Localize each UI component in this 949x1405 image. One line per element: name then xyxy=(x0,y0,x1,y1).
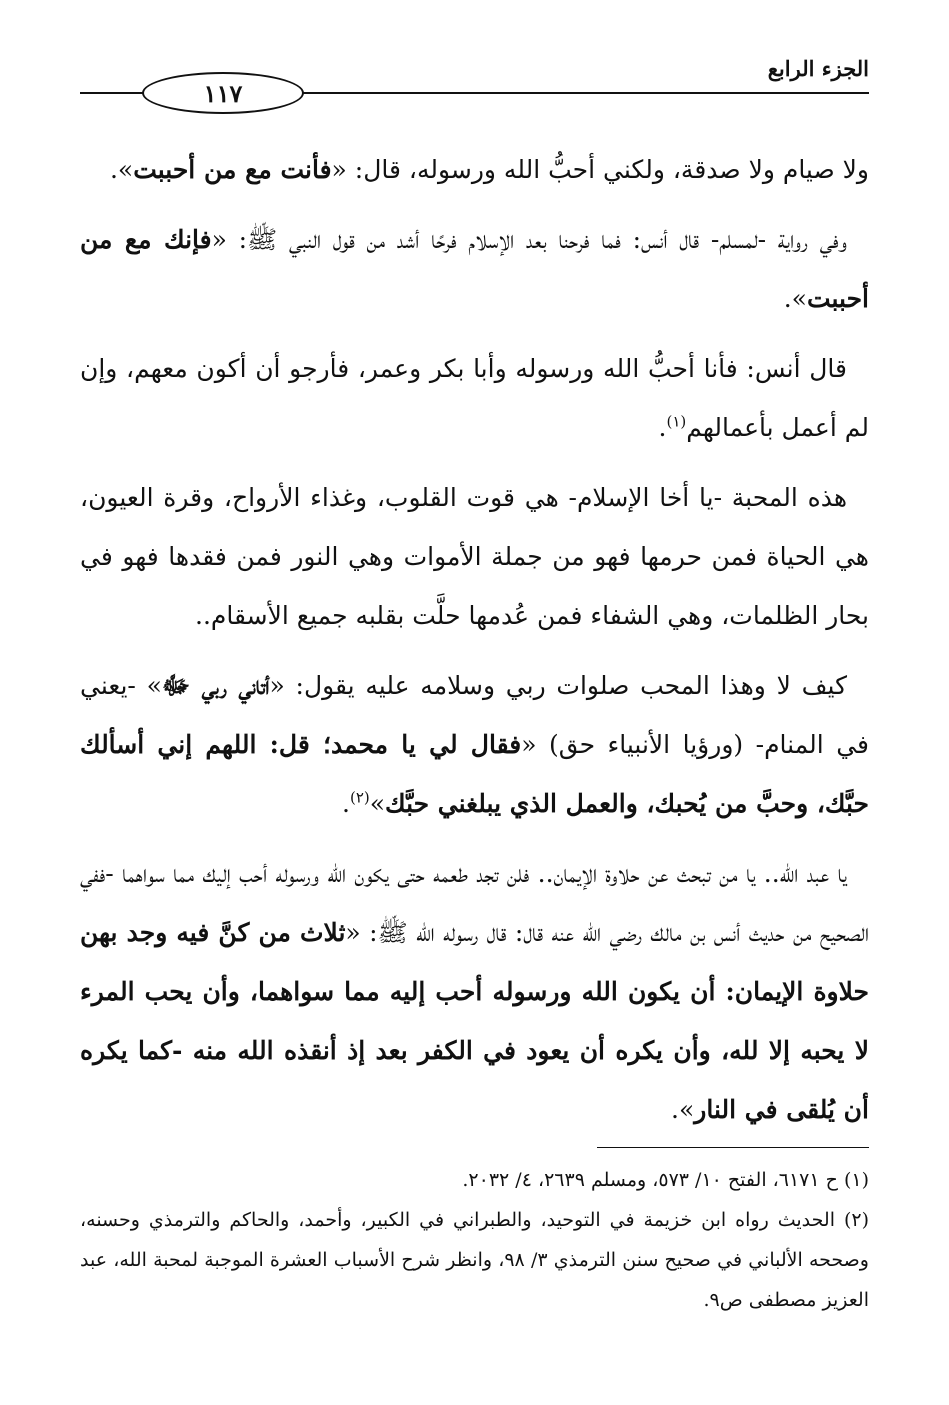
paragraph-text: ». xyxy=(109,155,134,184)
paragraph-text: قال أنس: فأنا أحبُّ الله ورسوله وأبا بكر وعمر، فأرجو أن أكون معهم، وإن لم أعمل بأعمالهم xyxy=(80,354,869,442)
paragraph-text: » -يعني في المنام- (ورؤيا الأنبياء حق) « xyxy=(80,671,870,759)
paragraph-2 xyxy=(80,210,869,328)
paragraph-text: وفي رواية -لمسلم- قال أنس: فما فرحنا بعد الإسلام فرحًا أشد من قول النبي ﷺ: « xyxy=(211,225,847,254)
hadith-quote: فقال لي يا محمد؛ قل: اللهم إني أسألك حبَّك، وحبَّ من يُحبك، والعمل الذي يبلغني حبَّك xyxy=(80,730,869,818)
paragraph-text: ». xyxy=(671,1095,695,1124)
paragraph-text: يا عبد الله.. يا من تبحث عن حلاوة الإيمان.. فلن تجد طعمه حتى يكون الله ورسوله أحب إليك مما سواهما -ففي الصحيح من حديث أنس بن مالك رضي الله عنه قال: قال رسوله الله ﷺ: « xyxy=(80,859,869,947)
hadith-quote: ثلاث من كنَّ فيه وجد بهن حلاوة الإيمان: أن يكون الله ورسوله أحب إليه مما سواهما، وأن يحب المرء لا يحبه إلا لله، وأن يكره أن يعود في الكفر بعد إذ أنقذه الله منه -كما يكره أن يُلقى في النار xyxy=(80,918,869,1124)
chapter-title: الجزء الرابع xyxy=(767,56,869,81)
page-number: ١١٧ xyxy=(203,78,243,108)
paragraph-1 xyxy=(80,140,869,199)
paragraph-6 xyxy=(80,844,869,1139)
footnote-ref-2: (٢) xyxy=(349,788,370,807)
paragraph-text: . xyxy=(342,789,350,818)
paragraph-3 xyxy=(80,339,869,457)
hadith-quote: فإنك مع من أحببت xyxy=(80,225,869,313)
paragraph-4 xyxy=(80,468,869,645)
paragraph-text: هذه المحبة -يا أخا الإسلام- هي قوت القلوب، وغذاء الأرواح، وقرة العيون، هي الحياة فمن حرمها فهو من جملة الأموات وهي النور فمن فقدها فهو في بحار الظلمات، وهي الشفاء فمن عُدمها حلَّت بقلبه جميع الأسقام.. xyxy=(80,483,869,630)
hadith-quote: فأنت مع من أحببت xyxy=(133,155,332,184)
paragraph-text: كيف لا وهذا المحب صلوات ربي وسلامه عليه يقول: « xyxy=(269,671,847,700)
page-number-oval xyxy=(142,72,304,114)
hadith-quote: أتاني ربي ﷻ xyxy=(161,671,270,700)
page-header xyxy=(80,56,869,116)
footnote-1: (١) ح ٦١٧١، الفتح ١٠/ ٥٧٣، ومسلم ٢٦٣٩، ٤/ ٢٠٣٢. xyxy=(462,1169,869,1191)
footnote-ref-1: (١) xyxy=(666,412,687,431)
footnote-separator xyxy=(597,1147,869,1148)
paragraph-text: ولا صيام ولا صدقة، ولكني أحبُّ الله ورسوله، قال: « xyxy=(331,155,869,184)
paragraph-5 xyxy=(80,656,869,833)
paragraph-text: » xyxy=(369,789,386,818)
main-text xyxy=(80,140,869,1150)
paragraph-text: . xyxy=(658,413,667,442)
footnote-2: (٢) الحديث رواه ابن خزيمة في التوحيد، والطبراني في الكبير، وأحمد، والحاكم والترمذي وحسنه، وصححه الألباني في صحيح سنن الترمذي ٣/ ٩٨، وانظر شرح الأسباب العشرة الموجبة لمحبة الله، عبد العزيز مصطفى ص٩. xyxy=(80,1209,869,1311)
footnotes xyxy=(80,1160,869,1320)
paragraph-text: ». xyxy=(783,284,807,313)
